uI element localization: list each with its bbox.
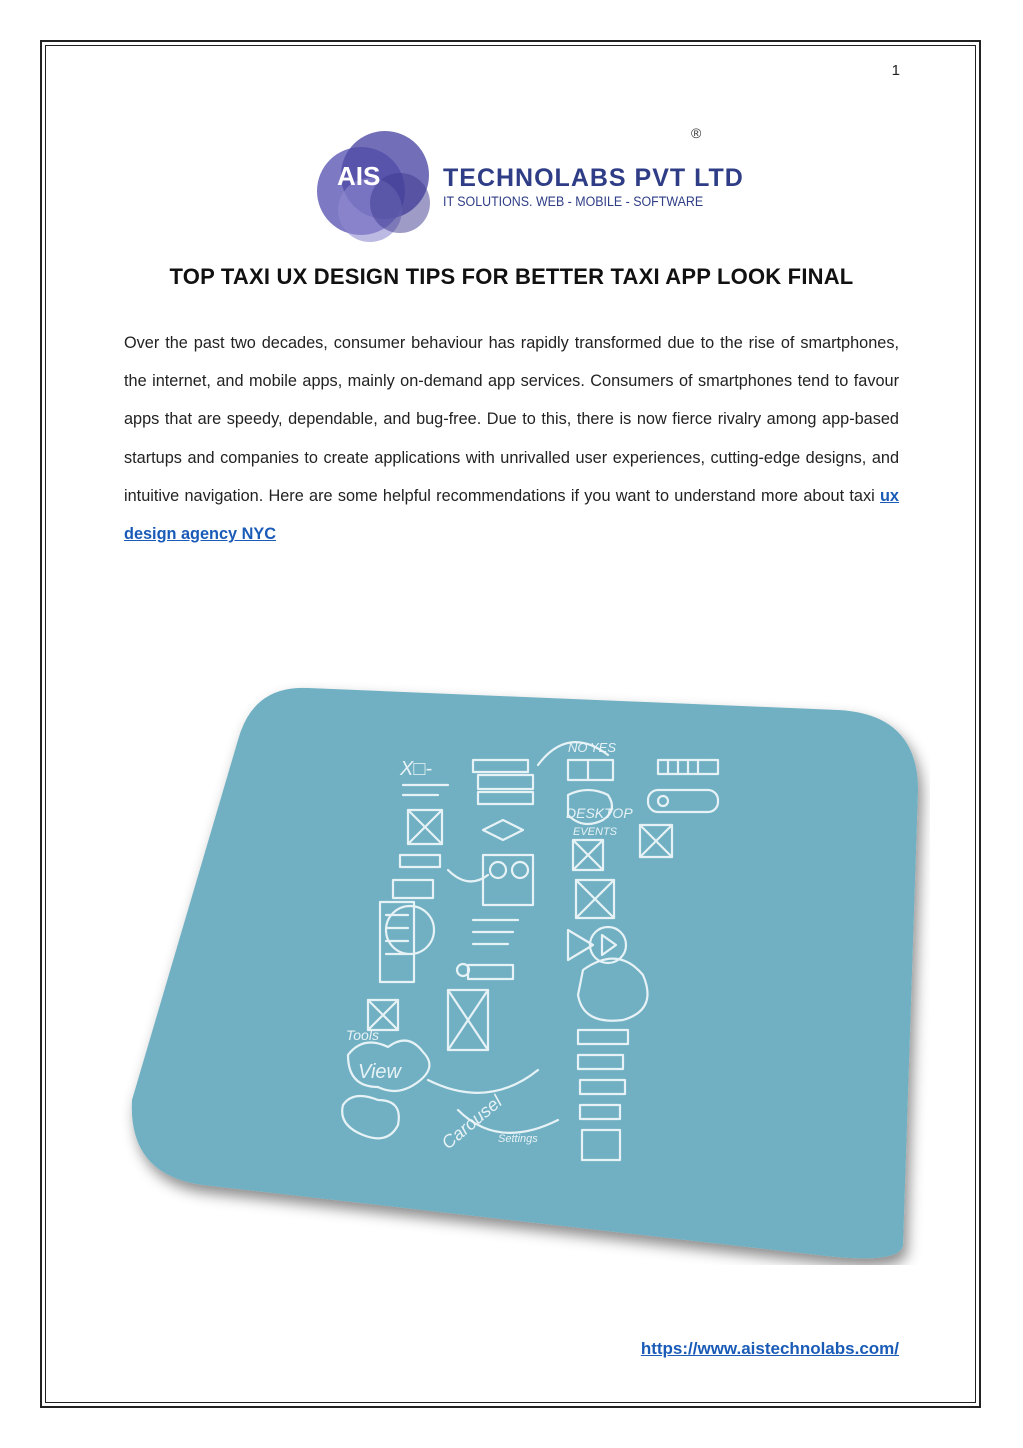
intro-paragraph xyxy=(124,324,899,553)
logo-tagline: IT SOLUTIONS. WEB - MOBILE - SOFTWARE xyxy=(443,194,704,209)
registered-mark: ® xyxy=(691,125,702,141)
document-title: TOP TAXI UX DESIGN TIPS FOR BETTER TAXI APP LOOK FINAL xyxy=(169,264,854,289)
logo-company-name: TECHNOLABS PVT LTD xyxy=(443,164,744,192)
sketch-label-carousel: Carousel xyxy=(437,1091,506,1154)
sketch-label-yes: YES xyxy=(590,740,617,755)
sketch-label-tools: Tools xyxy=(346,1027,379,1043)
page-number: 1 xyxy=(891,62,900,79)
sketch-label-events: EVENTS xyxy=(573,826,618,838)
illustration-card xyxy=(132,688,918,1258)
sketch-label-settings: Settings xyxy=(498,1133,538,1145)
sketch-label-desktop: DESKTOP xyxy=(566,805,633,821)
sketch-label-no: NO xyxy=(568,740,588,755)
intro-paragraph-text: Over the past two decades, consumer behaviour has rapidly transformed due to the rise of smartphones, the internet, and mobile apps, mainly on-demand app services. Consumers of smartphones tend to favour apps that are speedy, dependable, and bug-free. Due to this, there is now fierce rivalry among app-based startups and companies to create applications with unrivalled user experiences, cutting-edge designs, and intuitive navigation. Here are some helpful recommendations if you want to understand more about taxi xyxy=(124,334,899,505)
ais-logo-mark-icon xyxy=(315,125,445,245)
company-logo xyxy=(315,125,744,245)
logo-mark-text: AIS xyxy=(337,161,381,191)
footer-website-link[interactable]: https://www.aistechnolabs.com/ xyxy=(640,1339,899,1358)
ux-sketch-illustration xyxy=(118,680,930,1265)
ux-design-agency-link[interactable]: ux design agency NYC xyxy=(124,486,899,544)
sketch-label-view: View xyxy=(358,1061,401,1083)
sketch-label-x: X□- xyxy=(400,758,433,780)
